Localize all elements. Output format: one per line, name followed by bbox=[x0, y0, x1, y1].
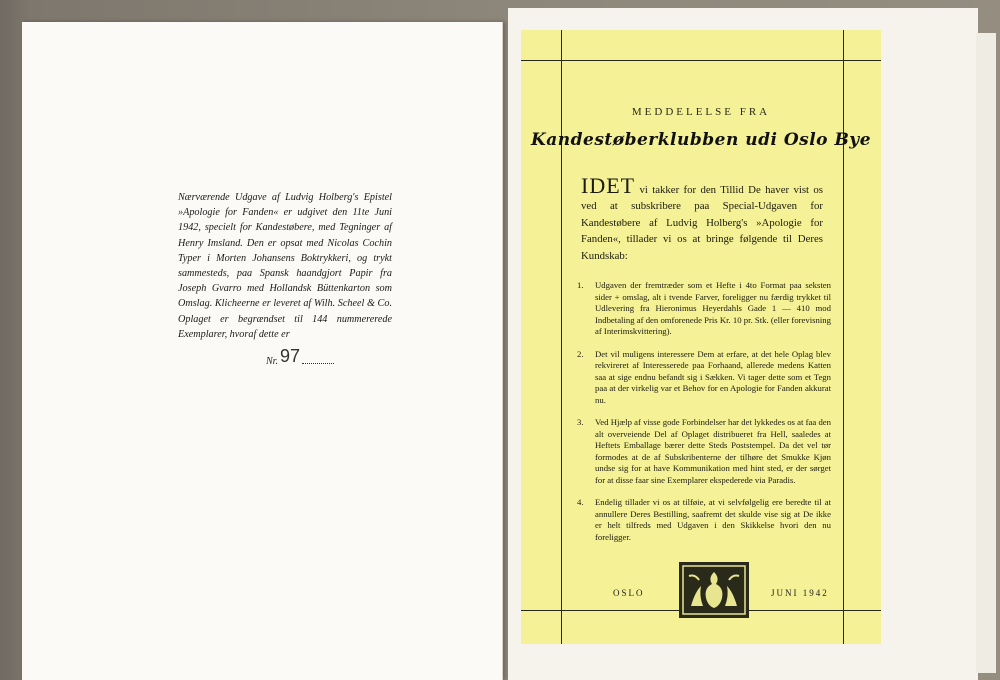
notice-city: OSLO bbox=[613, 588, 645, 598]
list-item bbox=[577, 417, 831, 486]
notice-heading-small: MEDDELELSE FRA bbox=[631, 106, 771, 118]
item-number: 4. bbox=[577, 497, 584, 507]
notice-intro bbox=[581, 173, 823, 264]
copy-number-line bbox=[266, 346, 334, 367]
item-text: Ved Hjælp af visse gode Forbindelser har det lykkedes os at faa den alt overveiende Del af Oplaget distribueret fra Hell, saaledes at Heftets Emballage bærer dette Steds Poststempel. Da det vel tør formodes at de af Subskribenterne der tilhøre det Smukke Kjøn undse sig for at have Kommunikation med hint sted, er der sørget for at disse faar sine Exemplarer ekspederede via Paradis. bbox=[595, 417, 831, 485]
notice-heading-large: Kandestøberklubben udi Oslo Bye bbox=[530, 130, 872, 150]
notice-items bbox=[577, 280, 831, 554]
list-item bbox=[577, 497, 831, 543]
item-number: 1. bbox=[577, 280, 584, 290]
item-text: Det vil muligens interessere Dem at erfare, at det hele Oplag blev rekvireret af Interesserede paa Forhaand, allerede medens Katten saa at sige endnu befandt sig i Sækken. Vi tager dette som et Tegn paa at der virkelig var et Behov for en Apologie for Fanden akkurat nu. bbox=[595, 348, 831, 405]
number-dotted-line bbox=[302, 363, 334, 364]
notice-sheet bbox=[521, 30, 881, 644]
page-edge bbox=[976, 33, 996, 673]
item-number: 2. bbox=[577, 348, 584, 359]
list-item bbox=[577, 349, 831, 407]
frame-line-top bbox=[521, 60, 881, 61]
item-text: Endelig tillader vi os at tilføie, at vi selvfølgelig ere beredte til at annullere Deres Bestilling, saafremt det skulde vise sig at De ikke er helt tilfreds med Udgaven i den Skikkelse hvori den nu foreligger. bbox=[595, 497, 831, 542]
intro-capital: IDET bbox=[581, 173, 636, 198]
colophon-text: Nærværende Udgave af Ludvig Holberg's Epistel »Apologie for Fanden« er udgivet den 11te Juni 1942, specielt for Kandestøbere, med Tegninger af Henry Imsland. Den er opsat med Nicolas Cochin Typer i Morten Johansens Boktrykkeri, og trykt sammesteds, paa Spansk haandgjort Papir fra Joseph Gvarro med Hollandsk Büttenkarton som Omslag. Klicheerne er leveret af Wilh. Scheel & Co. Oplaget er begrændset til 144 nummererede Exemplarer, hvoraf dette er bbox=[178, 192, 392, 340]
item-text: Udgaven der fremtræder som et Hefte i 4to Format paa seksten sider + omslag, alt i tvende Farver, foreligger nu færdig trykket til Udlevering fra Hieronimus Heyerdahls Gade 1 — 410 mod Indbetaling af den omforenede Pris Kr. 10 pr. Stk. (eller forevisning af Interimskvittering). bbox=[595, 280, 831, 336]
list-item bbox=[577, 280, 831, 338]
intro-text: vi takker for den Tillid De haver vist os ved at subskribere paa Special-Udgaven for Kandestøbere af Ludvig Holberg's »Apologie for Fanden«, tillader vi os at bringe følgende til Deres Kundskab: bbox=[581, 184, 823, 262]
notice-date: JUNI 1942 bbox=[771, 588, 829, 598]
item-number: 3. bbox=[577, 417, 584, 427]
woodcut-emblem-icon bbox=[679, 562, 749, 618]
handwritten-copy-number: 97 bbox=[279, 346, 300, 366]
colophon-block bbox=[178, 190, 392, 342]
frame-line-right bbox=[843, 30, 844, 644]
number-prefix: Nr. bbox=[266, 356, 278, 367]
frame-line-left bbox=[561, 30, 562, 644]
left-page bbox=[22, 22, 503, 680]
